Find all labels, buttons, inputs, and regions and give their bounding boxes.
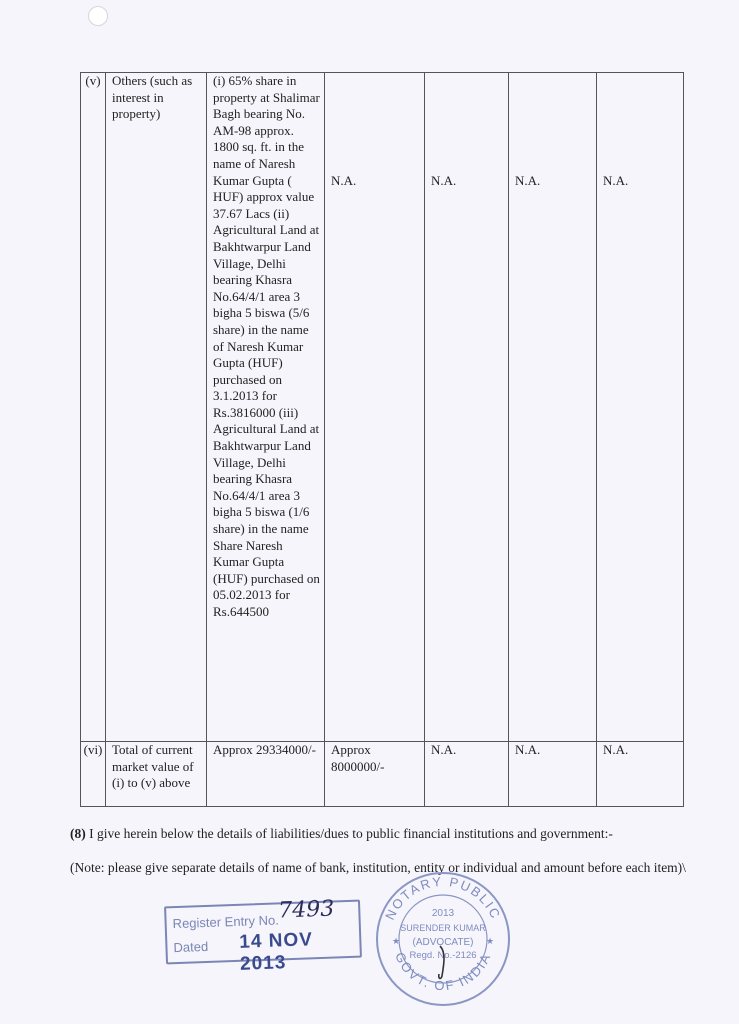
register-entry-stamp: [164, 896, 362, 975]
row-label: Total of current market value of (i) to (v) above: [106, 742, 207, 807]
seal-top-text: NOTARY PUBLIC: [382, 873, 504, 923]
cell-col5: [425, 73, 509, 742]
seal-star-icon: ★: [486, 936, 495, 946]
register-number: 7493: [277, 896, 335, 924]
seal-role: (ADVOCATE): [412, 937, 474, 948]
punch-hole: [88, 6, 108, 26]
dated-label: Dated: [173, 938, 209, 956]
assets-table: [80, 72, 684, 807]
row-description: (i) 65% share in property at Shalimar Bagh bearing No. AM-98 approx. 1800 sq. ft. in the name of Naresh Kumar Gupta ( HUF) approx value 37.67 Lacs (ii) Agricultural Land at Bakhtwarpur Land Village, Delhi bearing Khasra No.64/4/1 area 3 bigha 5 biswa (5/6 share) in the name of Naresh Kumar Gupta (HUF) purchased on 3.1.2013 for Rs.3816000 (iii) Agricultural Land at Bakhtwarpur Land Village, Delhi bearing Khasra No.64/4/1 area 3 bigha 5 biswa (1/6 share) in the name Share Naresh Kumar Gupta (HUF) purchased on 05.02.2013 for Rs.644500: [207, 73, 325, 742]
cell-col4: [325, 73, 425, 742]
register-label: Register Entry No.: [172, 912, 280, 932]
seal-star-icon: ★: [392, 936, 401, 946]
notary-seal: [372, 868, 514, 1010]
cell-value: N.A.: [331, 173, 357, 188]
seal-bottom-text: GOVT. OF INDIA: [392, 949, 494, 994]
row-label: Others (such as interest in property): [106, 73, 207, 742]
cell-col6: N.A.: [509, 742, 597, 807]
cell-value: N.A.: [515, 173, 541, 188]
section-text: I give herein below the details of liabilities/dues to public financial institutions and government:-: [85, 826, 613, 841]
section-number: (8): [70, 826, 86, 841]
stamp-date: 14 NOV 2013: [238, 929, 314, 975]
row-number: (v): [81, 73, 106, 742]
row-number: (vi): [81, 742, 106, 807]
cell-value: N.A.: [603, 173, 629, 188]
table-row: [81, 73, 684, 742]
cell-col7: N.A.: [597, 742, 684, 807]
cell-col3: Approx 29334000/-: [207, 742, 325, 807]
cell-col7: [597, 73, 684, 742]
cell-col5: N.A.: [425, 742, 509, 807]
cell-value: N.A.: [431, 173, 457, 188]
seal-regd: Regd. No.-2126: [409, 950, 477, 961]
cell-col6: [509, 73, 597, 742]
seal-name: SURENDER KUMAR: [400, 923, 486, 933]
cell-col4: Approx 8000000/-: [325, 742, 425, 807]
table-row: [81, 742, 684, 807]
note-paragraph: (Note: please give separate details of name of bank, institution, entity or individual and amount before each item)\: [70, 860, 686, 875]
seal-year: 2013: [431, 908, 455, 919]
section-8-paragraph: [70, 826, 720, 842]
